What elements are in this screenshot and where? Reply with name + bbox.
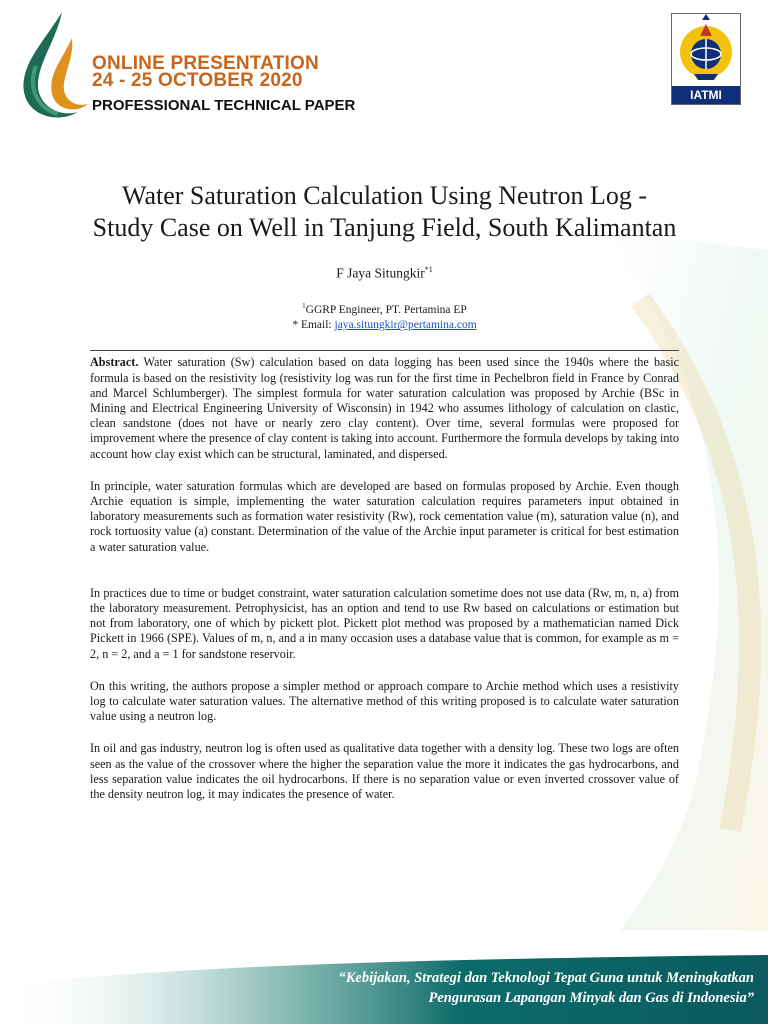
footer-slogan <box>234 968 754 1008</box>
iatmi-logo <box>671 13 741 105</box>
paper-title-line1: Water Saturation Calculation Using Neutron Log - <box>121 181 647 210</box>
abstract-text: Water saturation (Sw) calculation based on data logging has been used since the 1940s where the basic formula is based on the resistivity log (resistivity log was run for the first time in Pechelbron field in France by Conrad and Marcel Schlumberger). The simplest formula for water saturation calculation was proposed by Archie (BSc in Mining and Electrical Engineering University of Wisconsin) in 1942 who assumes lithology of calculation on clastic, clean sandstone (does not have or nearly zero clay content). Over time, several formulas were proposed for improvement where the presence of clay content is taking into account. Furthermore the formula develops by taking into account how clay exist which can be structural, laminated, and dispersed. <box>90 355 679 461</box>
paper-body <box>90 180 679 802</box>
event-drop-logo <box>14 8 100 124</box>
page-header <box>0 0 768 130</box>
abstract-label: Abstract. <box>90 355 139 370</box>
abstract-paragraph <box>90 355 679 461</box>
author-line <box>90 265 679 282</box>
iatmi-emblem-icon <box>672 14 740 86</box>
email-label: * Email: <box>292 319 335 332</box>
paragraph-5: In oil and gas industry, neutron log is often used as qualitative data together with a density log. These two logs are often seen as the value of the crossover where the higher the separation value the more it indicates the gas hydrocarbons, and less separation value indicates the oil hydrocarbons. If there is no separation value or even inverted crossover value of the density neutron log, it may indicates the presence of water. <box>90 741 679 801</box>
paragraph-2: In principle, water saturation formulas which are developed are based on formulas proposed by Archie. Even though Archie equation is simple, implementing the water saturation calculation requires parameters input obtained in laboratory measurements such as formation water resistivity (Rw), rock cementation value (m), saturation value (n), and rock tortuosity value (a) constant. Determination of the value of the Archie input parameter is critical for best estimation a water saturation value. <box>90 478 679 554</box>
footer-slogan-line1: “Kebijakan, Strategi dan Teknologi Tepat Guna untuk Meningkatkan <box>338 970 754 986</box>
event-date: 24 - 25 OCTOBER 2020 <box>92 70 303 91</box>
paragraph-3: In practices due to time or budget constraint, water saturation calculation sometime does not use data (Rw, m, n, a) from the laboratory measurement. Petrophysicist, has an option and tend to use Rw based on calculations or estimation but not from laboratory, one of which by pickett plot. Pickett plot method was proposed by a mathematician named Dick Pickett in 1966 (SPE). Values of m, n, and a in many occasion uses a database value that is common, for example as m = 2, n = 2, and a = 1 for sandstone reservoir. <box>90 585 679 661</box>
event-subtitle: PROFESSIONAL TECHNICAL PAPER <box>92 97 356 114</box>
abstract-divider <box>90 350 679 351</box>
affiliation-line <box>90 298 679 318</box>
affiliation: GGRP Engineer, PT. Pertamina EP <box>305 303 467 316</box>
affiliation-block <box>90 298 679 334</box>
paper-title-line2: Study Case on Well in Tanjung Field, South Kalimantan <box>92 213 677 242</box>
event-title: ONLINE PRESENTATION <box>92 53 319 74</box>
affiliation-marker: 1 <box>302 301 306 310</box>
author-name: F Jaya Situngkir <box>336 265 425 281</box>
iatmi-label: IATMI <box>672 86 740 104</box>
paper-title <box>90 180 679 244</box>
email-link[interactable]: jaya.situngkir@pertamina.com <box>334 319 477 332</box>
paragraph-4: On this writing, the authors propose a simpler method or approach compare to Archie method which uses a resistivity log to calculate water saturation values. The alternative method of this writing proposed is to calculate water saturation value using a neutron log. <box>90 678 679 724</box>
author-marker: *1 <box>424 265 433 274</box>
email-line <box>90 317 679 333</box>
footer-slogan-line2: Pengurasan Lapangan Minyak dan Gas di Indonesia” <box>428 990 754 1006</box>
